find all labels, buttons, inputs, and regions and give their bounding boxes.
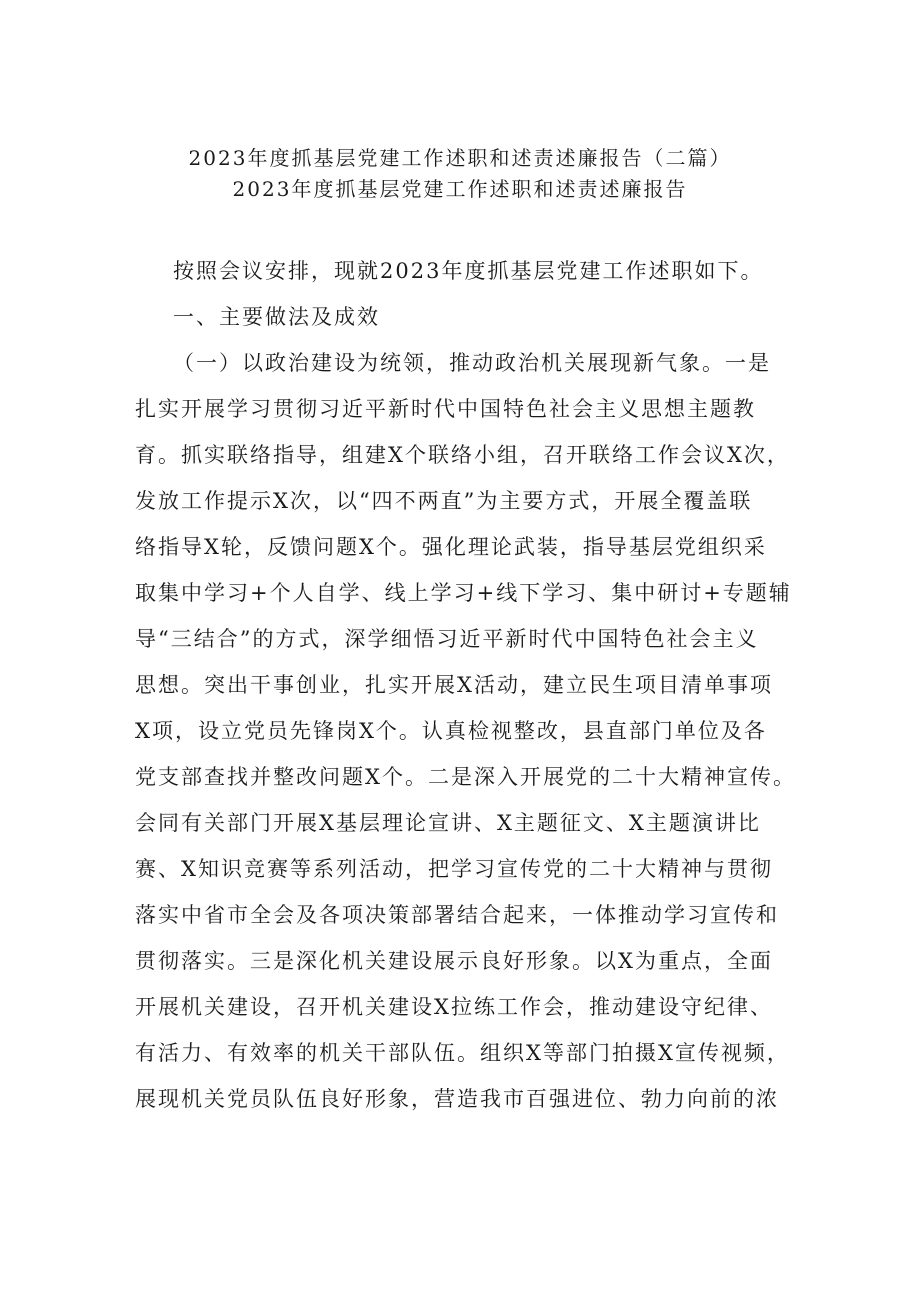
paragraph-line: 有活力、有效率的机关干部队伍。组织X等部门拍摄X宣传视频， — [135, 1041, 790, 1065]
paragraph-line: 会同有关部门开展X基层理论宣讲、X主题征文、X主题演讲比 — [135, 811, 761, 835]
document-body — [135, 248, 795, 1122]
paragraph-line: 育。抓实联络指导，组建X个联络小组，召开联络工作会议X次， — [135, 443, 790, 467]
paragraph-line: 展现机关党员队伍良好形象，营造我市百强进位、勃力向前的浓 — [135, 1087, 779, 1111]
paragraph-line: 开展机关建设，召开机关建设X拉练工作会，推动建设守纪律、 — [135, 995, 773, 1019]
document-title: 2023年度抓基层党建工作述职和述责述廉报告（二篇） — [188, 146, 732, 170]
paragraph-line: 落实中省市全会及各项决策部署结合起来，一体推动学习宣传和 — [135, 903, 779, 927]
paragraph-line: 思想。突出干事创业，扎实开展X活动，建立民生项目清单事项 — [135, 673, 773, 697]
intro-paragraph: 按照会议安排，现就2023年度抓基层党建工作述职如下。 — [173, 259, 764, 283]
paragraph-line: 贯彻落实。三是深化机关建设展示良好形象。以X为重点，全面 — [135, 949, 773, 973]
paragraph-line: 发放工作提示X次，以“四不两直”为主要方式，开展全覆盖联 — [135, 489, 753, 513]
paragraph-line: 扎实开展学习贯彻习近平新时代中国特色社会主义思想主题教 — [135, 397, 756, 421]
section-heading: 一、主要做法及成效 — [173, 305, 380, 329]
paragraph-line: 络指导X轮，反馈问题X个。强化理论武装，指导基层党组织采 — [135, 535, 767, 559]
paragraph-line: 取集中学习+个人自学、线上学习+线下学习、集中研讨+专题辅 — [135, 581, 792, 605]
paragraph-line: X项，设立党员先锋岗X个。认真检视整改，县直部门单位及各 — [135, 719, 767, 743]
paragraph-line: 赛、X知识竞赛等系列活动，把学习宣传党的二十大精神与贯彻 — [135, 857, 773, 881]
paragraph-line: 导“三结合”的方式，深学细悟习近平新时代中国特色社会主义 — [135, 627, 759, 651]
paragraph-line: （一）以政治建设为统领，推动政治机关展现新气象。一是 — [173, 351, 771, 375]
paragraph-line: 党支部查找并整改问题X个。二是深入开展党的二十大精神宣传。 — [135, 765, 796, 789]
document-subtitle: 2023年度抓基层党建工作述职和述责述廉报告 — [232, 177, 688, 201]
